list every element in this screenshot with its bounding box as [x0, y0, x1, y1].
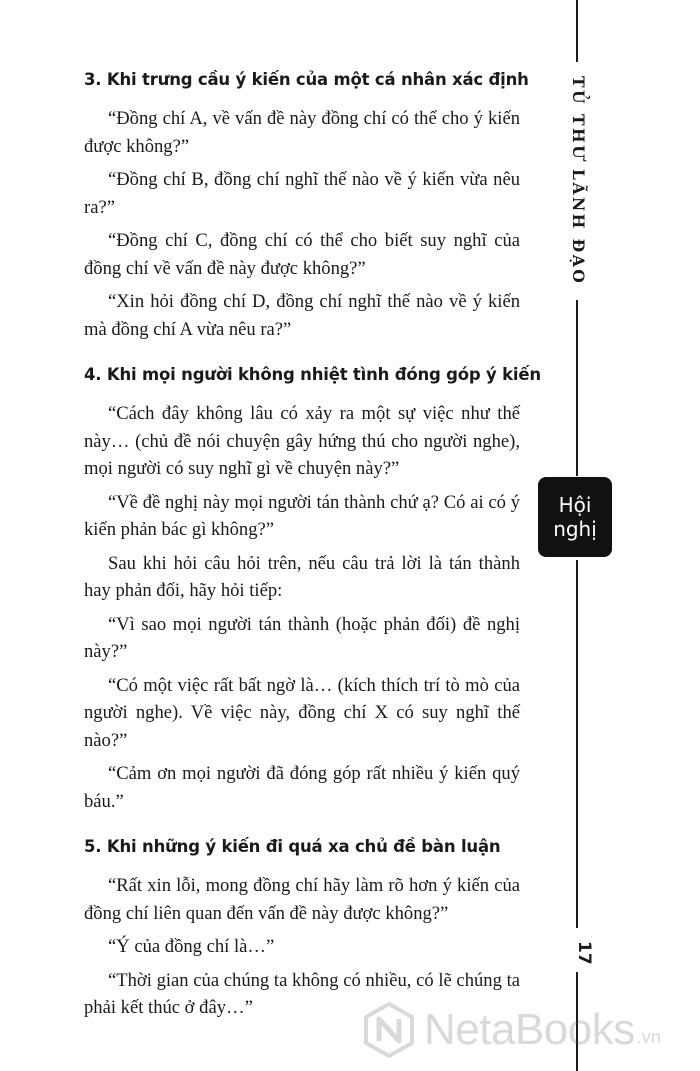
section-3-heading: 3. Khi trưng cầu ý kiến của một cá nhân xác định — [84, 70, 529, 89]
watermark-brand: NetaBooks — [424, 1005, 635, 1054]
paragraph: “Ý của đồng chí là…” — [108, 936, 275, 957]
section-5-heading: 5. Khi những ý kiến đi quá xa chủ đề bàn luận — [84, 837, 501, 856]
page-number: 17 — [574, 941, 594, 965]
paragraph: “Về đề nghị này mọi người tán thành chứ ạ? Có ai có ý kiến phản bác gì không?” — [84, 491, 520, 540]
chapter-tab — [538, 477, 612, 557]
netabooks-logo-icon — [360, 1001, 418, 1059]
watermark — [360, 998, 690, 1062]
page-body — [84, 70, 541, 1028]
paragraph: “Đồng chí C, đồng chí có thể cho biết suy nghĩ của đồng chí về vấn đề này được không?” — [84, 230, 520, 279]
paragraph: “Có một việc rất bất ngờ là… (kích thích trí tò mò của người nghe). Về việc này, đồng chí X có suy nghĩ thế nào?” — [84, 674, 520, 751]
paragraph: Sau khi hỏi câu hỏi trên, nếu câu trả lời là tán thành hay phản đối, hãy hỏi tiếp: — [84, 552, 520, 601]
sidebar-rule — [576, 0, 578, 62]
paragraph: “Vì sao mọi người tán thành (hoặc phản đối) đề nghị này?” — [84, 613, 520, 662]
paragraph: “Đồng chí B, đồng chí nghĩ thế nào về ý kiến vừa nêu ra?” — [84, 169, 520, 218]
paragraph: “Thời gian của chúng ta không có nhiều, có lẽ chúng ta phải kết thúc ở đây…” — [84, 969, 520, 1018]
paragraph: “Đồng chí A, về vấn đề này đồng chí có thể cho ý kiến được không?” — [84, 108, 520, 157]
paragraph: “Xin hỏi đồng chí D, đồng chí nghĩ thế nào về ý kiến mà đồng chí A vừa nêu ra?” — [84, 291, 520, 340]
watermark-tld: .vn — [636, 1026, 661, 1047]
chapter-tab-line: Hội — [558, 493, 592, 517]
paragraph: “Rất xin lỗi, mong đồng chí hãy làm rõ hơn ý kiến của đồng chí liên quan đến vấn đề này được không?” — [84, 875, 520, 924]
chapter-tab-line: nghị — [553, 517, 597, 541]
sidebar-rule — [576, 300, 578, 476]
sidebar-rule — [576, 560, 578, 928]
paragraph: “Cách đây không lâu có xảy ra một sự việc như thế này… (chủ đề nói chuyện gây hứng thú cho người nghe), mọi người có suy nghĩ gì về chuyện này?” — [84, 403, 520, 479]
paragraph: “Cảm ơn mọi người đã đóng góp rất nhiều ý kiến quý báu.” — [84, 763, 520, 812]
series-title: TỦ THƯ LÃNH ĐẠO — [569, 76, 588, 286]
section-4-heading: 4. Khi mọi người không nhiệt tình đóng góp ý kiến — [84, 365, 541, 384]
